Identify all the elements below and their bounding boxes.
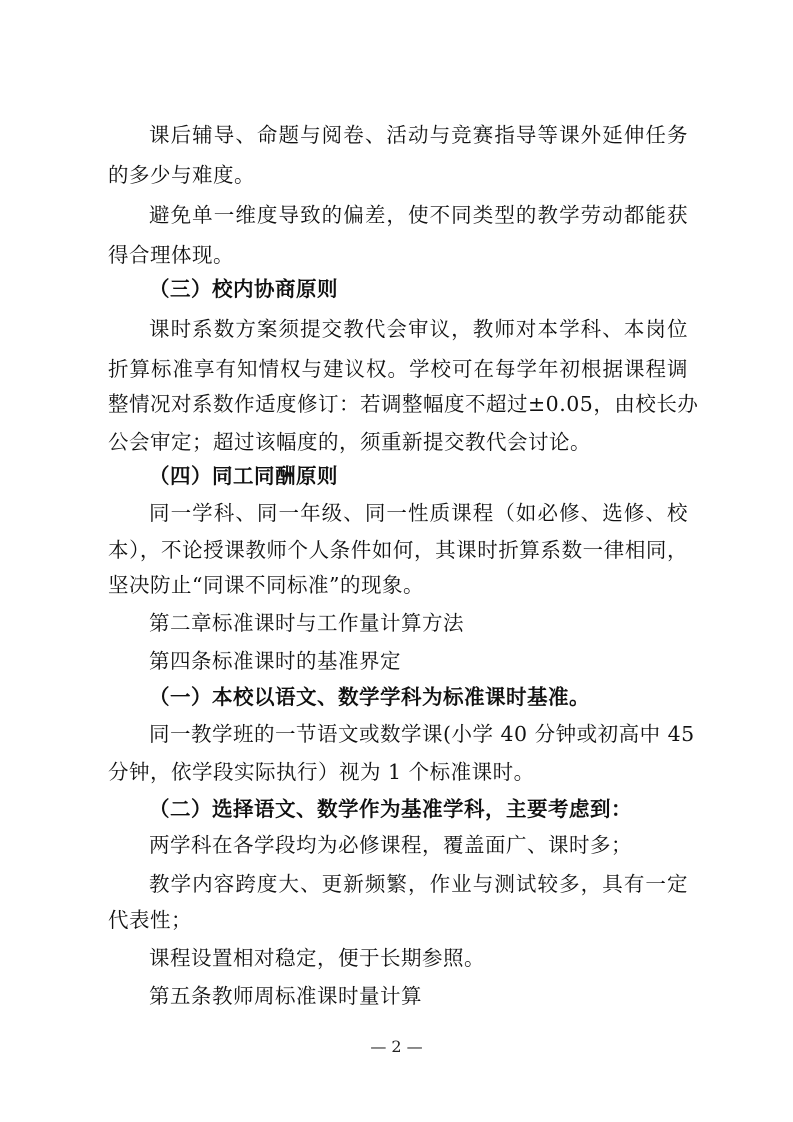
paragraph-line: 课程设置相对稳定，便于长期参照。 (149, 946, 485, 970)
paragraph-line: 分钟，依学段实际执行）视为 1 个标准课时。 (108, 760, 535, 784)
paragraph-line: 课时系数方案须提交教代会审议，教师对本学科、本岗位 (149, 317, 688, 341)
paragraph-line: 教学内容跨度大、更新频繁，作业与测试较多，具有一定 (149, 872, 688, 896)
paragraph-line: 避免单一维度导致的偏差，使不同类型的教学劳动都能获 (149, 203, 688, 227)
chapter-title: 第二章标准课时与工作量计算方法 (149, 611, 464, 635)
section-heading: （四）同工同酬原则 (149, 464, 338, 488)
paragraph-line: 的多少与难度。 (108, 163, 255, 187)
paragraph-line: 两学科在各学段均为必修课程，覆盖面广、课时多； (149, 833, 632, 857)
article-title: 第四条标准课时的基准界定 (149, 649, 401, 673)
paragraph-line: 得合理体现。 (108, 243, 234, 267)
paragraph-line: 折算标准享有知情权与建议权。学校可在每学年初根据课程调 (108, 357, 688, 381)
article-title: 第五条教师周标准课时量计算 (149, 984, 422, 1008)
section-heading: （三）校内协商原则 (149, 277, 338, 301)
paragraph-line: 坚决防止“同课不同标准”的现象。 (108, 573, 424, 597)
paragraph-line: 整情况对系数作适度修订：若调整幅度不超过±0.05，由校长办 (108, 392, 699, 416)
paragraph-line: 本），不论授课教师个人条件如何，其课时折算系数一律相同， (108, 538, 688, 562)
section-heading: （二）选择语文、数学作为基准学科，主要考虑到： (149, 797, 632, 821)
section-heading: （一）本校以语文、数学学科为标准课时基准。 (149, 685, 590, 709)
paragraph-line: 课后辅导、命题与阅卷、活动与竞赛指导等课外延伸任务 (149, 123, 688, 147)
paragraph-line: 代表性； (108, 908, 192, 932)
paragraph-line: 同一学科、同一年级、同一性质课程（如必修、选修、校 (149, 501, 688, 525)
paragraph-line: 公会审定；超过该幅度的，须重新提交教代会讨论。 (108, 430, 591, 454)
paragraph-line: 同一教学班的一节语文或数学课(小学 40 分钟或初高中 45 (149, 722, 695, 746)
page-number: — 2 — (370, 1037, 423, 1056)
